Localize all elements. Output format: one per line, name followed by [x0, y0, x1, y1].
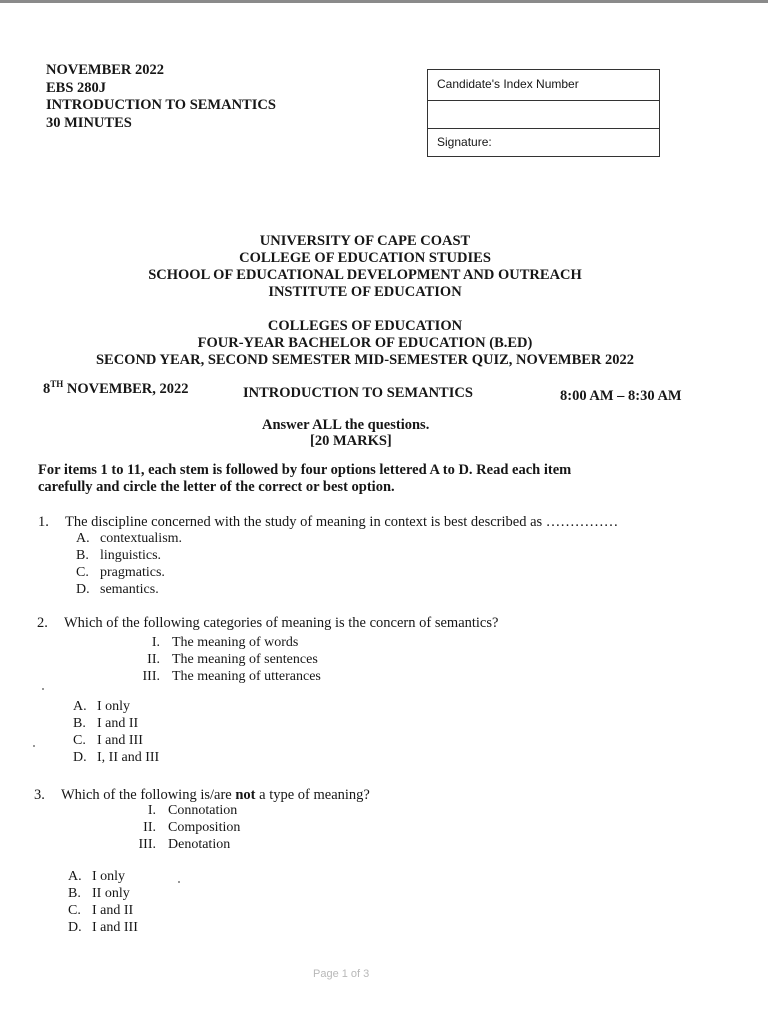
- scan-speck: [33, 745, 35, 747]
- candidate-index-label: Candidate's Index Number: [428, 70, 659, 101]
- option-letter: B.: [73, 716, 86, 731]
- instruction-line: carefully and circle the letter of the correct or best option.: [38, 479, 395, 495]
- question-stem: [61, 787, 370, 804]
- option-a[interactable]: [76, 531, 182, 547]
- option-b[interactable]: [73, 716, 138, 732]
- statement-numeral: II.: [143, 820, 156, 835]
- section-instructions: [38, 462, 678, 496]
- option-letter: A.: [76, 531, 90, 546]
- course-code: EBS 280J: [46, 79, 107, 96]
- page-number: Page 1 of 3: [313, 968, 370, 980]
- statement-numeral: I.: [147, 803, 156, 818]
- programme-line: COLLEGES OF EDUCATION: [267, 318, 463, 334]
- exam-duration: 30 MINUTES: [46, 114, 132, 131]
- option-text: I and II: [97, 716, 139, 731]
- course-header: [46, 62, 276, 132]
- statement-numeral: III.: [138, 837, 156, 852]
- total-marks: [20 MARKS]: [310, 433, 392, 449]
- candidate-index-field[interactable]: [428, 101, 659, 129]
- exam-date-day: 8: [43, 381, 51, 397]
- exam-title: INTRODUCTION TO SEMANTICS: [243, 385, 473, 401]
- option-text: I and III: [97, 733, 143, 748]
- option-letter: B.: [76, 548, 89, 563]
- option-a[interactable]: [73, 699, 130, 715]
- institution-line: UNIVERSITY OF CAPE COAST: [259, 233, 471, 249]
- programme-block: [40, 318, 690, 369]
- statement-ii: [112, 652, 318, 668]
- scan-top-edge: [0, 0, 768, 3]
- option-text: semantics.: [100, 582, 159, 597]
- option-d[interactable]: [73, 750, 159, 766]
- statement-numeral: II.: [147, 652, 160, 667]
- course-title: INTRODUCTION TO SEMANTICS: [46, 97, 276, 113]
- programme-line: FOUR-YEAR BACHELOR OF EDUCATION (B.ED): [197, 335, 533, 351]
- option-letter: A.: [73, 699, 87, 714]
- question-number: 2.: [37, 615, 48, 631]
- option-text: contextualism.: [100, 531, 183, 546]
- stem-emphasis: not: [235, 787, 256, 803]
- statement-numeral: I.: [151, 635, 160, 650]
- exam-date-suffix: TH: [50, 379, 64, 390]
- statement-numeral: III.: [142, 669, 160, 684]
- option-letter: B.: [68, 886, 81, 901]
- statement-text: The meaning of utterances: [172, 669, 321, 684]
- exam-date-rest: NOVEMBER, 2022: [63, 381, 189, 397]
- option-d[interactable]: [68, 920, 138, 936]
- statement-text: Denotation: [168, 837, 231, 852]
- statement-ii: [108, 820, 240, 836]
- statement-iii: [108, 837, 230, 853]
- option-c[interactable]: [76, 565, 165, 581]
- institution-block: [40, 233, 690, 301]
- option-letter: D.: [68, 920, 82, 935]
- candidate-box: [427, 69, 660, 157]
- statement-text: Composition: [168, 820, 241, 835]
- option-b[interactable]: [76, 548, 161, 564]
- programme-line: SECOND YEAR, SECOND SEMESTER MID-SEMESTER QUIZ, NOVEMBER 2022: [95, 352, 635, 368]
- question-stem: Which of the following categories of meaning is the concern of semantics?: [64, 615, 499, 631]
- option-letter: C.: [68, 903, 81, 918]
- option-text: linguistics.: [100, 548, 162, 563]
- option-letter: D.: [73, 750, 87, 765]
- exam-time: 8:00 AM – 8:30 AM: [560, 388, 682, 404]
- scan-speck: [42, 688, 44, 690]
- option-text: I only: [92, 869, 126, 884]
- option-text: I and II: [92, 903, 134, 918]
- question-3: [34, 787, 674, 804]
- question-number: 1.: [38, 514, 49, 530]
- option-letter: A.: [68, 869, 82, 884]
- option-letter: C.: [73, 733, 86, 748]
- statement-text: The meaning of words: [172, 635, 299, 650]
- option-text: I, II and III: [97, 750, 160, 765]
- statement-i: [112, 635, 298, 651]
- option-text: I and III: [92, 920, 138, 935]
- option-b[interactable]: [68, 886, 130, 902]
- question-stem: The discipline concerned with the study of meaning in context is best described as ……………: [65, 514, 619, 530]
- option-text: II only: [92, 886, 130, 901]
- signature-label: Signature:: [437, 135, 492, 149]
- question-number: 3.: [34, 787, 45, 803]
- statement-iii: [112, 669, 321, 685]
- option-c[interactable]: [73, 733, 143, 749]
- option-d[interactable]: [76, 582, 159, 598]
- option-c[interactable]: [68, 903, 133, 919]
- stem-text: Which of the following is/are: [61, 787, 236, 803]
- option-text: I only: [97, 699, 131, 714]
- statement-i: [108, 803, 237, 819]
- institution-line: INSTITUTE OF EDUCATION: [268, 284, 462, 300]
- institution-line: SCHOOL OF EDUCATIONAL DEVELOPMENT AND OUTREACH: [148, 267, 582, 283]
- option-text: pragmatics.: [100, 565, 165, 580]
- option-letter: D.: [76, 582, 90, 597]
- exam-month-year: NOVEMBER 2022: [46, 62, 165, 78]
- stem-text: a type of meaning?: [255, 787, 370, 803]
- signature-field[interactable]: [428, 129, 659, 156]
- statement-text: The meaning of sentences: [172, 652, 318, 667]
- scan-speck: [178, 881, 180, 883]
- question-1: [38, 514, 678, 531]
- instruction-line: For items 1 to 11, each stem is followed by four options lettered A to D. Read each item: [38, 462, 572, 478]
- institution-line: COLLEGE OF EDUCATION STUDIES: [239, 250, 491, 266]
- exam-date: [43, 381, 189, 398]
- option-a[interactable]: [68, 869, 125, 885]
- option-letter: C.: [76, 565, 89, 580]
- statement-text: Connotation: [168, 803, 238, 818]
- question-2: [37, 615, 677, 632]
- answer-all-instruction: Answer ALL the questions.: [262, 417, 430, 433]
